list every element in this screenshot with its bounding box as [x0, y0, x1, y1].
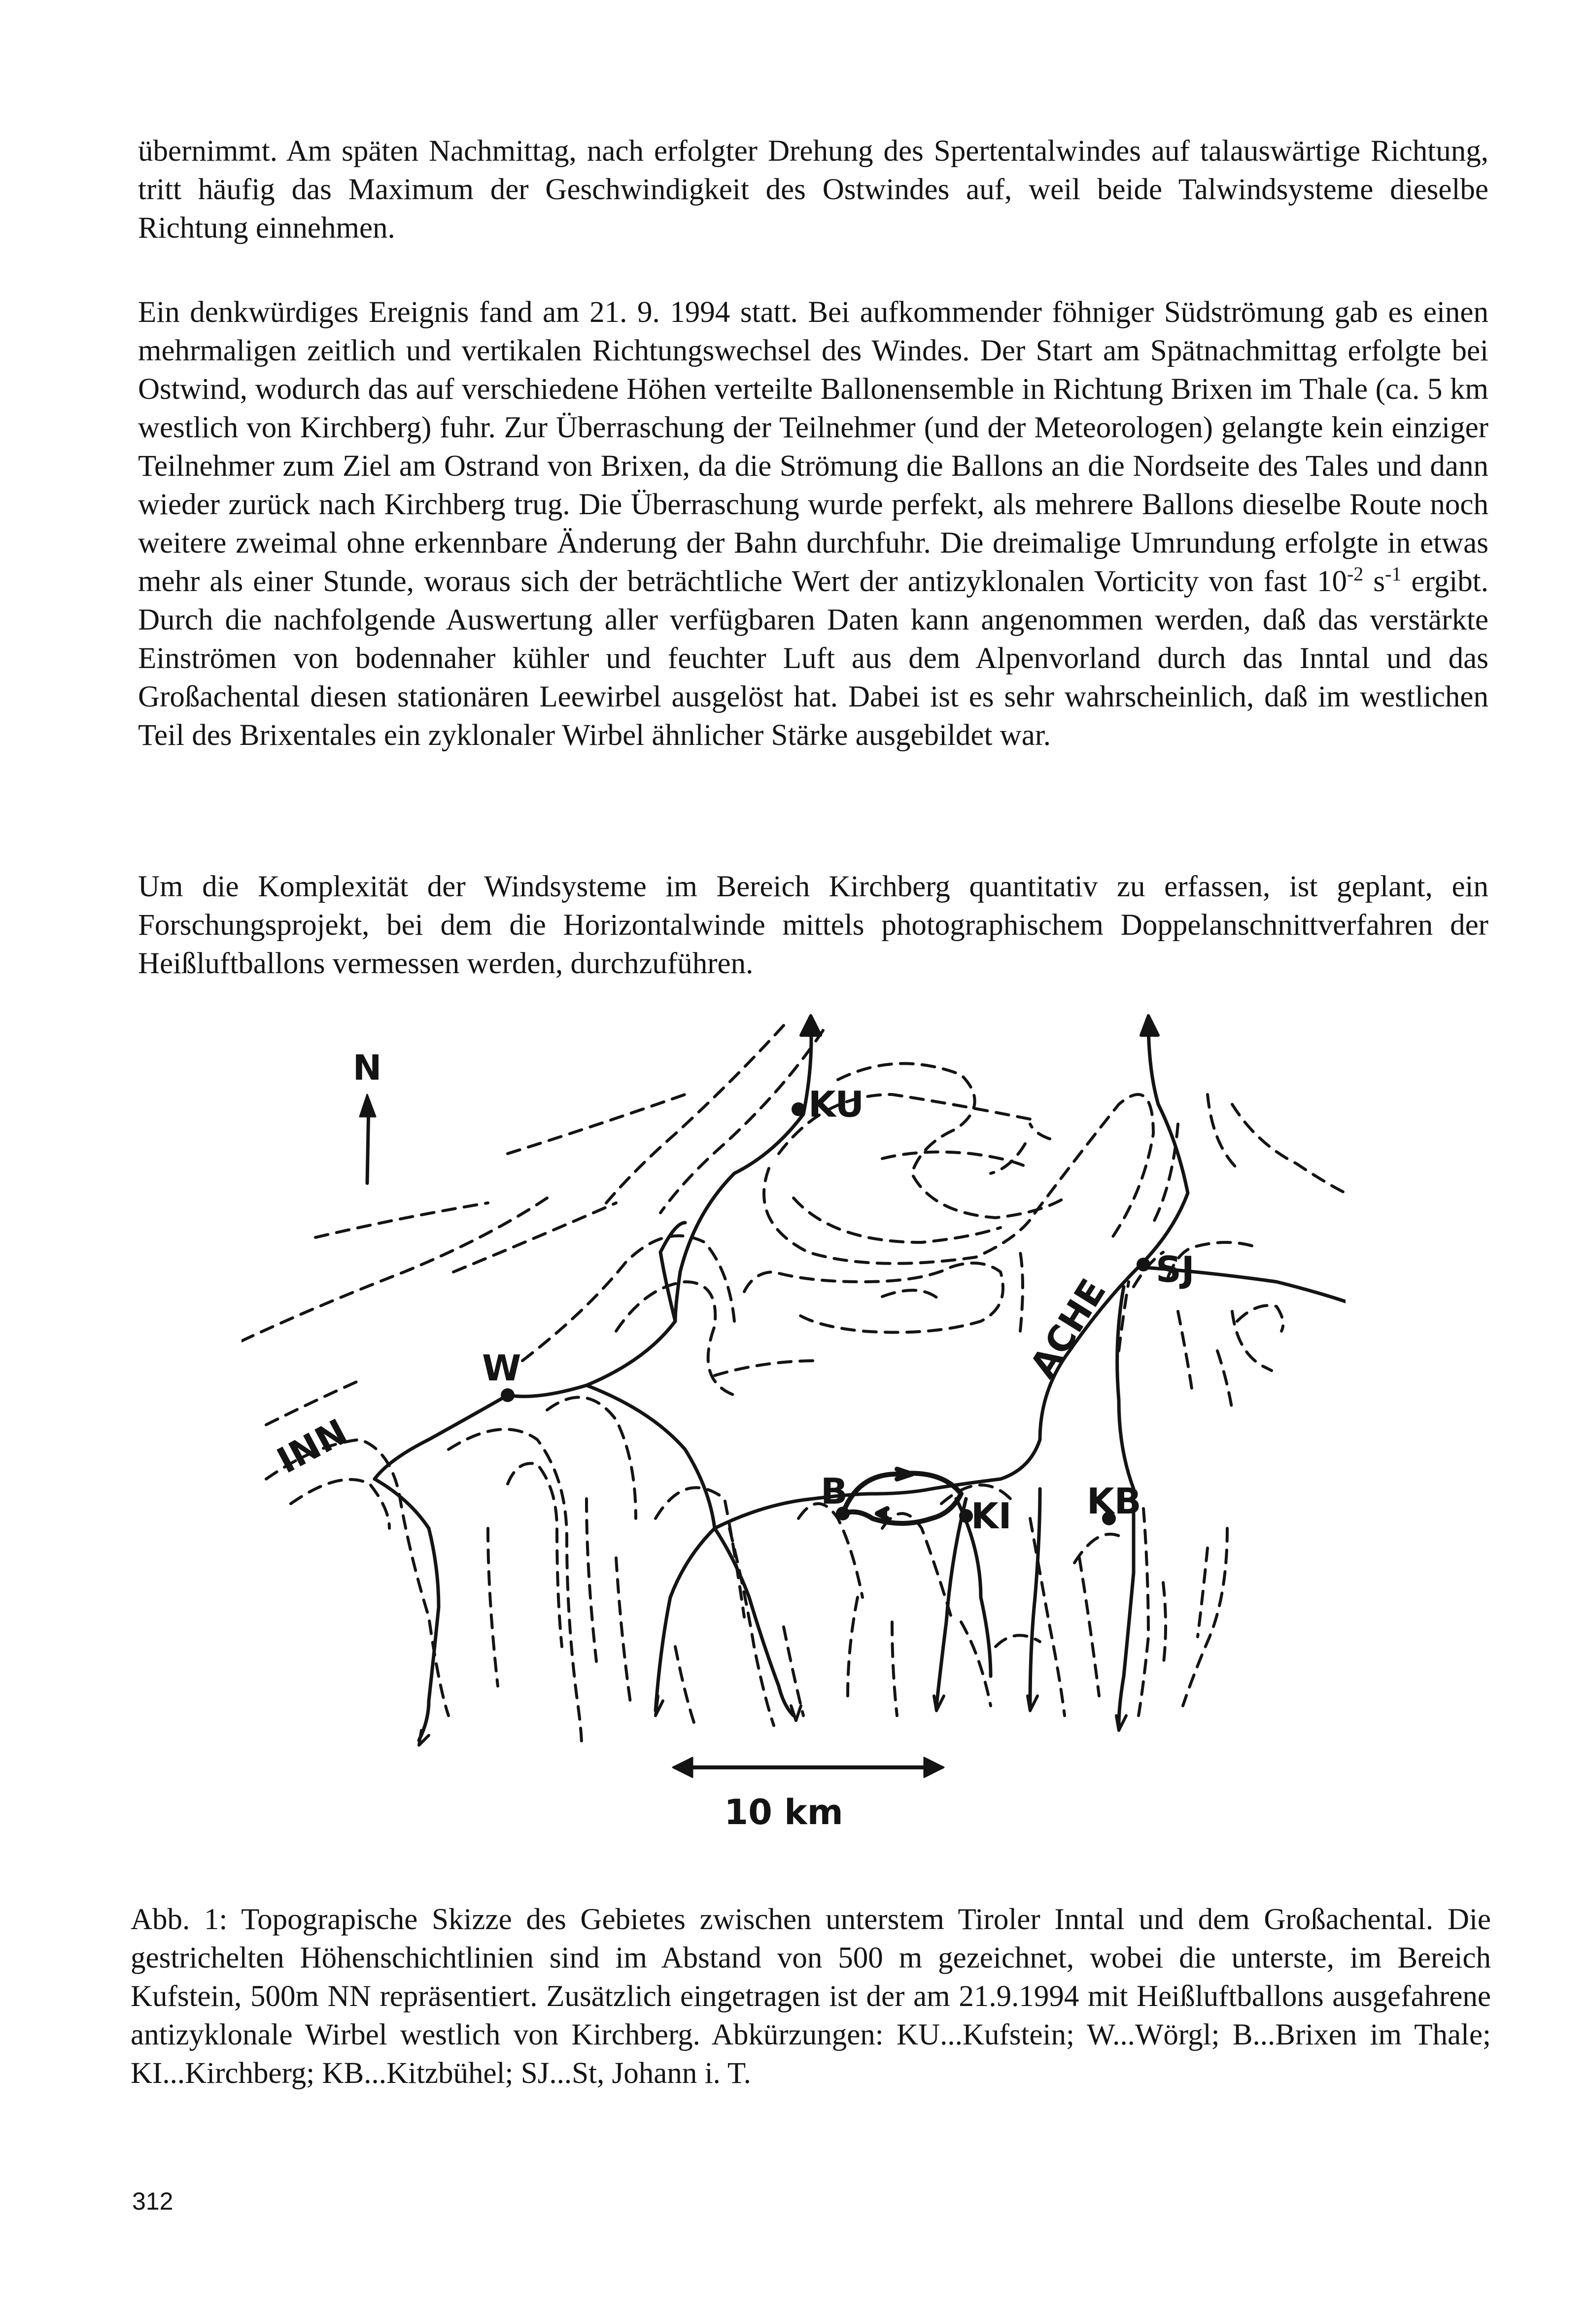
river-flow-arrows: [419, 1016, 1158, 1745]
paragraph-2-part-1: Ein denkwürdiges Ereignis fand am 21. 9. 1994 statt. Bei aufkommender föhniger Südströmung gab es einen mehrmaligen zeitlich und vertikalen Richtungswechsel des Windes. Der Start am Spätnachmittag erfolgte bei Ostwind, wodurch das auf verschiedene Höhen verteilte Ballonensemble in Richtung Brixen im Thale (ca. 5 km westlich von Kirchberg) fuhr. Zur Überraschung der Teilnehmer (und der Meteorologen) gelangte kein einziger Teilnehmer zum Ziel am Ostrand von Brixen, da die Strömung die Ballons an die Nordseite des Tales und dann wieder zurück nach Kirchberg trug. Die Überraschung wurde perfekt, als mehrere Ballons dieselbe Route noch weitere zweimal ohne erkennbare Änderung der Bahn durchfuhr. Die dreimalige Umrundung erfolgte in etwas mehr als einer Stunde, woraus sich der beträchtliche Wert der antizyklonalen Vorticity von fast 10: [138, 296, 1488, 598]
north-arrow: [360, 1094, 376, 1183]
exponent-1: -2: [1347, 563, 1364, 585]
kitzbuehel-label: KB: [1087, 1480, 1141, 1522]
contour-lines: [242, 1025, 1346, 1745]
town-dot-sj: [1137, 1258, 1150, 1271]
kufstein-label: KU: [808, 1084, 864, 1125]
inn-river-label: INN: [270, 1410, 354, 1482]
scale-bar: [673, 1758, 944, 1777]
paragraph-1: übernimmt. Am späten Nachmittag, nach erfolgter Drehung des Spertentalwindes auf talauswärtige Richtung, tritt häufig das Maximum der Geschwindigkeit des Ostwindes auf, weil beide Talwindsysteme dieselbe Richtung einnehmen.: [138, 135, 1488, 245]
ache-river-label: ACHE: [1022, 1271, 1114, 1385]
exponent-2: -1: [1385, 563, 1402, 585]
topographic-sketch-map: [242, 1006, 1346, 1888]
scale-label: 10 km: [724, 1792, 843, 1832]
balloon-vortex-path: [843, 1469, 961, 1523]
paragraph-3: Um die Komplexität der Windsysteme im Bereich Kirchberg quantitativ zu erfassen, ist geplant, ein Forschungsprojekt, bei dem die Horizontalwinde mittels photographischem Doppelanschnittverfahren der Heißluftballons vermessen werden, durchzuführen.: [138, 870, 1488, 980]
woergl-label: W: [482, 1347, 521, 1389]
brixen-label: B: [821, 1471, 848, 1512]
paragraph-2-part-2: ergibt. Durch die nachfolgende Auswertung aller verfügbaren Daten kann angenommen werden, daß das verstärkte Einströmen von bodennaher kühler und feuchter Luft aus dem Alpenvorland durch das Inntal und das Großachental diesen stationären Leewirbel ausgelöst hat. Dabei ist es sehr wahrscheinlich, daß im westlichen Teil des Brixentales ein zyklonaler Wirbel ähnlicher Stärke ausgebildet war.: [138, 565, 1488, 752]
paragraph-2: [138, 293, 1488, 755]
figure-caption: Abb. 1: Topograpische Skizze des Gebietes zwischen unterstem Tiroler Inntal und dem Großachental. Die gestrichelten Höhenschichtlinien sind im Abstand von 500 m gezeichnet, wobei die unterste, im Bereich Kufstein, 500m NN repräsentiert. Zusätzlich eingetragen ist der am 21.9.1994 mit Heißluftballons ausgefahrene antizyklonale Wirbel westlich von Kirchberg. Abkürzungen: KU...Kufstein; W...Wörgl; B...Brixen im Thale; KI...Kirchberg; KB...Kitzbühel; SJ...St, Johann i. T.: [131, 1903, 1491, 2090]
north-label: N: [352, 1048, 382, 1088]
kirchberg-label: KI: [971, 1495, 1012, 1537]
st-johann-label: SJ: [1156, 1249, 1195, 1290]
town-dot-w: [501, 1388, 515, 1402]
town-dot-ku: [792, 1102, 805, 1116]
page-number: 312: [132, 2187, 173, 2215]
paragraph-2-unit: s: [1363, 565, 1385, 598]
